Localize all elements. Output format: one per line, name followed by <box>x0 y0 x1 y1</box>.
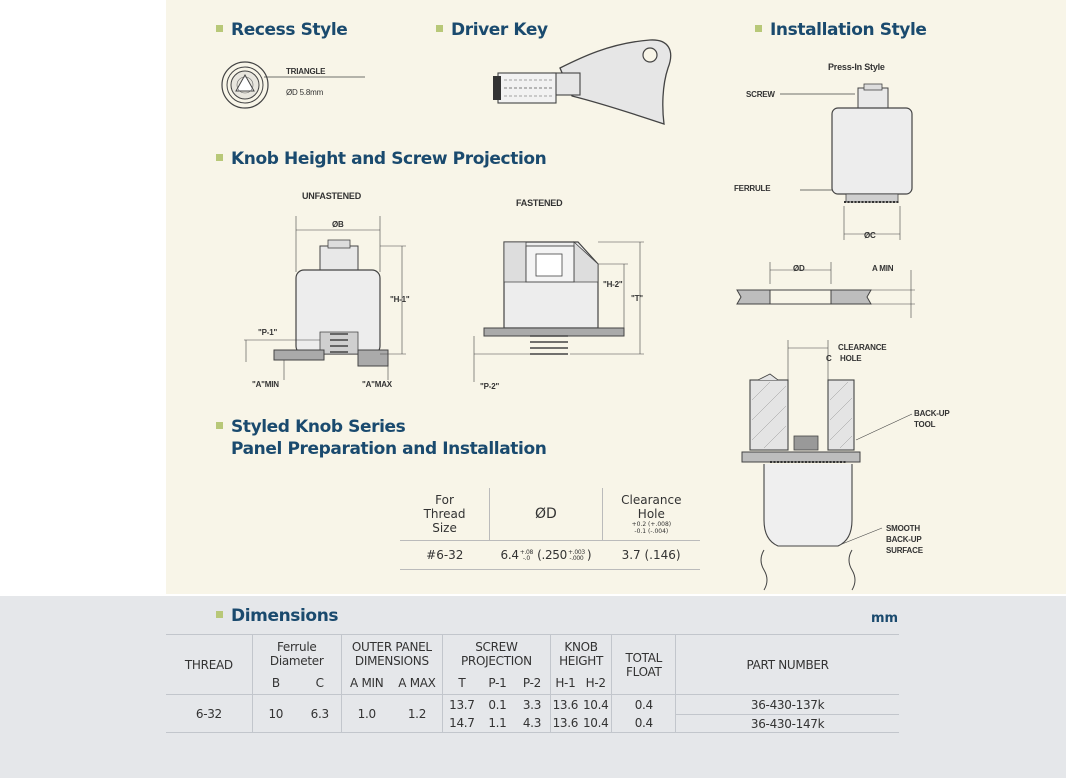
heading-text: Driver Key <box>451 20 548 40</box>
hole-label: HOLE <box>840 354 862 363</box>
dims-header-part: PART NUMBER <box>676 635 899 695</box>
dims-header-text: TOTAL <box>625 650 663 665</box>
p1-label: "P-1" <box>258 328 278 337</box>
heading-dimensions <box>216 606 338 626</box>
prep-header-row <box>400 488 700 541</box>
p2-label: "P-2" <box>480 382 500 391</box>
dims-header-text: DIMENSIONS <box>354 653 429 668</box>
backup-tool-label-1: BACK-UP <box>914 409 950 418</box>
bullet-icon <box>216 611 223 618</box>
ferrule-label: FERRULE <box>734 184 771 193</box>
unfastened-label: UNFASTENED <box>302 191 362 201</box>
prep-tolerance: +0.2 (+.008) <box>631 521 672 528</box>
prep-header-clearance <box>602 488 700 541</box>
dimensions-table <box>166 634 899 733</box>
dims-t-cell: 13.7 <box>443 695 481 715</box>
bullet-icon <box>216 25 223 32</box>
dims-p2-cell: 4.3 <box>514 715 550 733</box>
dims-float-cell: 0.4 <box>612 715 676 733</box>
press-in-label: Press-In Style <box>828 62 885 72</box>
recess-diameter-label: ØD 5.8mm <box>286 88 324 97</box>
dims-amax-cell: 1.2 <box>392 695 443 733</box>
heading-text: Knob Height and Screw Projection <box>231 149 547 169</box>
prep-d-cell <box>490 541 603 570</box>
prep-data-row <box>400 541 700 570</box>
dims-header-screw <box>443 635 551 673</box>
dims-c-cell: 6.3 <box>299 695 341 733</box>
bullet-icon <box>755 25 762 32</box>
dims-t-cell: 14.7 <box>443 715 481 733</box>
dims-header-text: Diameter <box>269 653 324 668</box>
prep-d-value: 6.4 <box>500 548 519 562</box>
clearance-label: CLEARANCE <box>838 343 887 352</box>
dims-header-text: HEIGHT <box>559 653 604 668</box>
dia-c-label: ØC <box>864 231 876 240</box>
screw-label: SCREW <box>746 90 775 99</box>
panel-prep-table <box>400 488 700 570</box>
t-label: "T" <box>631 294 643 303</box>
prep-d-inch: (.250 <box>537 548 567 562</box>
dims-header-row <box>166 635 899 673</box>
bullet-icon <box>436 25 443 32</box>
prep-tolerance: -0.1 (-.004) <box>634 528 669 535</box>
heading-installation-style <box>755 20 927 40</box>
heading-text: Panel Preparation and Installation <box>231 439 547 459</box>
heading-text: Styled Knob Series <box>231 417 406 437</box>
dims-sub-c: C <box>299 673 341 695</box>
dims-sub-amax: A MAX <box>392 673 443 695</box>
prep-header-text: Clearance <box>621 493 682 507</box>
triangle-label: TRIANGLE <box>286 67 326 76</box>
dims-thread-cell: 6-32 <box>166 695 252 733</box>
dims-p1-cell: 0.1 <box>481 695 514 715</box>
prep-d-tol: -.0 <box>522 554 530 562</box>
fastened-label: FASTENED <box>516 198 563 208</box>
recess-style-drawing <box>210 55 370 115</box>
driver-key-drawing <box>490 38 680 133</box>
heading-recess-style <box>216 20 347 40</box>
dims-header-thread: THREAD <box>166 635 252 695</box>
dims-sub-amin: A MIN <box>350 676 384 691</box>
heading-styled-knob <box>216 416 546 460</box>
press-in-drawing <box>770 82 920 242</box>
heading-knob-height <box>216 149 546 169</box>
smooth-label-2: BACK-UP <box>886 535 922 544</box>
dims-header-text: KNOB <box>564 639 598 654</box>
dims-part-cell: 36-430-147k <box>676 715 899 733</box>
heading-text: Recess Style <box>231 20 348 40</box>
prep-d-tol: +.08 <box>519 548 534 556</box>
unit-label: mm <box>871 611 899 626</box>
dims-data-row <box>166 695 899 715</box>
dims-sub-b: B <box>271 676 280 691</box>
dims-header-text: OUTER PANEL <box>351 639 432 654</box>
heading-text: Dimensions <box>231 606 339 626</box>
dims-sub-h1: H-1 <box>555 676 576 691</box>
backup-tool-label-2: TOOL <box>914 420 936 429</box>
dims-header-text: SCREW <box>475 639 518 654</box>
prep-d-close: ) <box>586 548 592 562</box>
prep-header-thread <box>400 488 490 541</box>
dims-header-outer <box>341 635 442 673</box>
dims-h1-cell: 13.6 <box>550 715 580 733</box>
a-min-label: "A"MIN <box>252 380 279 389</box>
dia-b-label: ØB <box>332 220 344 229</box>
dims-sub-p2: P-2 <box>514 673 550 695</box>
dims-b-cell: 10 <box>252 695 299 733</box>
dims-h2-cell: 10.4 <box>580 715 612 733</box>
bullet-icon <box>216 154 223 161</box>
h2-label: "H-2" <box>603 280 623 289</box>
prep-d-tol: +.003 <box>567 548 585 556</box>
heading-text: Installation Style <box>770 20 927 40</box>
prep-header-d: ØD <box>490 488 603 541</box>
fastened-drawing <box>470 228 660 388</box>
prep-clearance-cell: 3.7 (.146) <box>602 541 700 570</box>
prep-header-text: Hole <box>637 507 665 521</box>
dims-header-total <box>612 635 676 695</box>
dims-h1-cell: 13.6 <box>550 695 580 715</box>
dims-part-cell: 36-430-137k <box>676 695 899 715</box>
prep-header-text: For <box>435 493 454 507</box>
dims-amin-cell: 1.0 <box>341 695 392 733</box>
dims-sub-t: T <box>458 676 466 691</box>
dia-d-label: ØD <box>793 264 805 273</box>
dims-p1-cell: 1.1 <box>481 715 514 733</box>
a-max-label: "A"MAX <box>362 380 392 389</box>
bullet-icon <box>216 422 223 429</box>
dims-header-text: FLOAT <box>626 664 662 679</box>
smooth-label-1: SMOOTH <box>886 524 920 533</box>
a-min-install-label: A MIN <box>872 264 894 273</box>
dims-h2-cell: 10.4 <box>580 695 612 715</box>
dims-float-cell: 0.4 <box>612 695 676 715</box>
dims-header-knob <box>550 635 612 673</box>
dims-p2-cell: 3.3 <box>514 695 550 715</box>
heading-driver-key <box>436 20 548 40</box>
dims-header-text: Ferrule <box>276 639 317 654</box>
h1-label: "H-1" <box>390 295 410 304</box>
dims-sub-p1: P-1 <box>488 676 507 691</box>
dims-sub-h2: H-2 <box>580 673 612 695</box>
prep-thread-cell: #6-32 <box>400 541 490 570</box>
dims-header-ferrule <box>252 635 341 673</box>
prep-header-text: Thread <box>423 507 466 521</box>
smooth-label-3: SURFACE <box>886 546 923 555</box>
prep-d-tol: -.000 <box>569 554 584 562</box>
clearance-c-label: C <box>826 354 832 363</box>
dims-header-text: PROJECTION <box>460 653 532 668</box>
prep-header-text: Size <box>432 521 457 535</box>
